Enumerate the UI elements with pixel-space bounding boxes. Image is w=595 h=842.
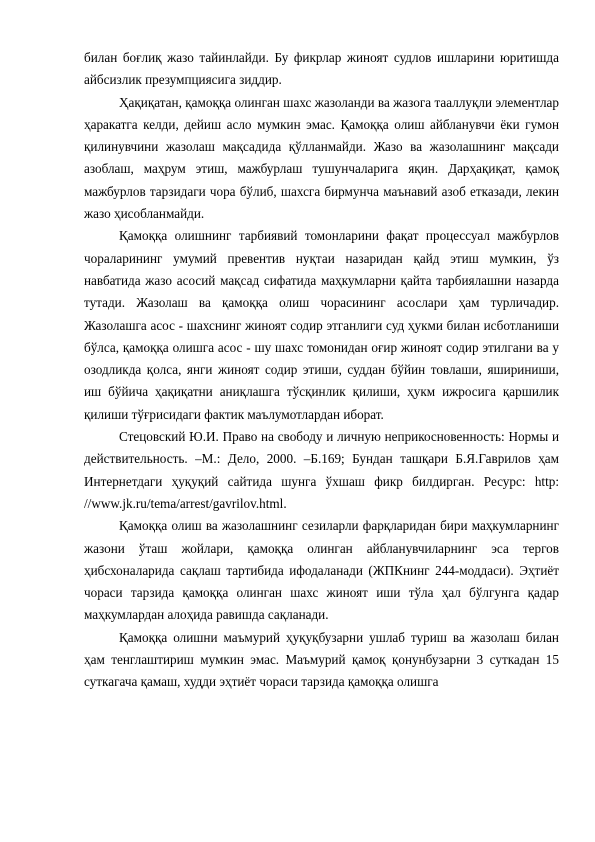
paragraph-4-citation: Стецовский Ю.И. Право на свободу и личную неприкосновенность: Нормы и действительность. –М.: Дело, 2000. –Б.169; Бундан ташқари Б.Я.Гаврилов ҳам Интернетдаги ҳуқуқий сайтида шунга ўхшаш фикр билдирган. Ресурс: http: //www.jk.ru/tema/arrest/gavrilov.html. (84, 429, 559, 511)
paragraph-1: билан боғлиқ жазо тайинлайди. Бу фикрлар жиноят судлов ишларини юритишда айбсизлик презумпциясига зиддир. (84, 50, 559, 88)
paragraph-3: Қамоққа олишнинг тарбиявий томонларини фақат процессуал мажбурлов чораларининг умумий превентив нуқтаи назаридан қайд этиш мумкин, ўз навбатида жазо асосий мақсад сифатида маҳкумларни қайта тарбиялашни назарда тутади. Жазолаш ва қамоққа олиш чорасининг асослари ҳам турличадир. Жазолашга асос - шахснинг жиноят содир этганлиги суд ҳукми билан исботланиши бўлса, қамоққа олишга асос - шу шахс томонидан оғир жиноят содир этилгани ва у озодликда қолса, янги жиноят содир этиши, суддан бўйин товлаши, яшириниши, иш бўйича ҳақиқатни аниқлашга тўсқинлик қилиши, ҳукм ижросига қаршилик қилиши тўғрисидаги фактик маълумотлардан иборат. (84, 228, 559, 422)
paragraph-6: Қамоққа олишни маъмурий ҳуқуқбузарни ушлаб туриш ва жазолаш билан ҳам тенглаштириш мумкин эмас. Маъмурий қамоқ қонунбузарни 3 суткадан 15 суткагача қамаш, худди эҳтиёт чораси тарзида қамоққа олишга (84, 629, 559, 690)
paragraph-5: Қамоққа олиш ва жазолашнинг сезиларли фарқларидан бири маҳкумларнинг жазони ўташ жойлари, қамоққа олинган айбланувчиларнинг эса тергов ҳибсхоналарида сақлаш тартибида ифодаланади (ЖПКнинг 244-моддаси). Эҳтиёт чораси тарзида қамоққа олинган шахс жиноят иши тўла ҳал бўлгунга қадар маҳкумлардан алоҳида равишда сақланади. (84, 518, 559, 623)
document-page (84, 47, 559, 694)
paragraph-2: Ҳақиқатан, қамоққа олинган шахс жазоланди ва жазога тааллуқли элементлар ҳаракатга келди, дейиш асло мумкин эмас. Қамоққа олиш айбланувчи ёки гумон қилинувчини жазолаш мақсадида қўлланмайди. Жазо ва жазолашнинг мақсади азоблаш, маҳрум этиш, мажбурлаш тушунчаларига яқин. Дарҳақиқат, қамоқ мажбурлов тарзидаги чора бўлиб, шахсга бирмунча маънавий азоб етказади, лекин жазо ҳисобланмайди. (84, 94, 559, 222)
